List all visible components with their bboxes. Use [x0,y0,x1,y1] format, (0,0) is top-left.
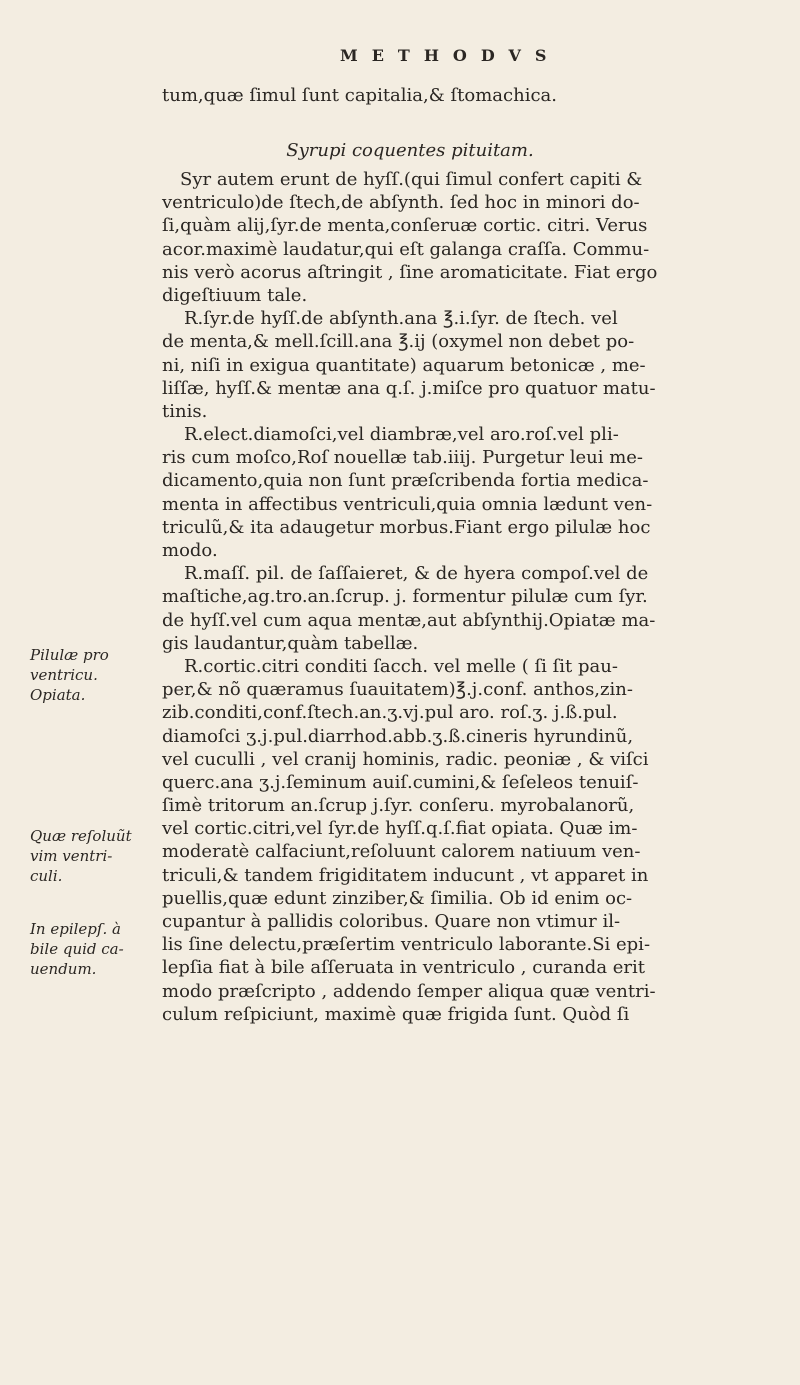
text-line: maſtiche,ag.tro.an.ſcrup. j. formentur pilulæ cum ſyr. [162,586,648,608]
text-line: moderatè calfaciunt,reſoluunt calorem natiuum ven- [162,841,641,863]
text-line: cupantur à pallidis coloribus. Quare non vtimur il- [162,911,621,932]
text-line: de menta,& mell.ſcill.ana ℥.ij (oxymel non debet po- [162,331,635,353]
text-line: culum reſpiciunt, maximè quæ frigida ſunt. Quòd ſi [162,1003,630,1025]
text-line: tum,quæ ſimul ſunt capitalia,& ſtomachica. [162,85,557,106]
margin-note-line: culi. [30,867,63,885]
text-line: de hyſſ.vel cum aqua mentæ,aut abſynthij.Opiatæ ma- [162,609,656,631]
text-line: nis verò acorus aſtringit , ſine aromaticitate. Fiat ergo [162,261,658,283]
body-text [162,168,702,1026]
margin-note-line: Opiata. [30,686,86,704]
text-line: per,& nõ quæramus ſuauitatem)℥.j.conf. anthos,zin- [162,679,633,701]
text-line: R.cortic.citri conditi ſacch. vel melle ( ſi ſit pau- [184,655,618,677]
text-line: vel cuculli , vel cranij hominis, radic. peoniæ , & viſci [162,748,649,770]
text-line: triculũ,& ita adaugetur morbus.Fiant ergo pilulæ hoc [162,516,651,538]
text-line: vel cortic.citri,vel ſyr.de hyſſ.q.ſ.fiat opiata. Quæ im- [162,818,638,840]
text-line: lis ſine delectu,præſertim ventriculo laborante.Si epi- [162,934,651,956]
text-line: ventriculo)de ſtech,de abſynth. ſed hoc in minori do- [162,192,640,214]
margin-note-resoluunt [30,826,150,886]
section-heading: Syrupi coquentes pituitam. [286,140,534,161]
text-line: R.ſyr.de hyſſ.de abſynth.ana ℥.i.ſyr. de ſtech. vel [184,308,618,330]
text-line: triculi,& tandem frigiditatem inducunt , vt apparet in [162,864,649,886]
margin-note-epilepsia [30,919,150,979]
text-line: gis laudantur,quàm tabellæ. [162,632,419,654]
text-line: digeſtiuum tale. [162,284,308,306]
text-line: menta in affectibus ventriculi,quia omnia lædunt ven- [162,493,653,515]
text-line: tinis. [162,400,208,422]
text-line: R.maſſ. pil. de ſaſſaieret, & de hyera compoſ.vel de [184,563,649,585]
text-line: diamoſci ʒ.j.pul.diarrhod.abb.ʒ.ß.cineris hyrundinũ, [162,725,634,747]
text-line: ſi,quàm alij,ſyr.de menta,conſeruæ cortic. citri. Verus [162,215,648,237]
text-line: liſſæ, hyſſ.& mentæ ana q.ſ. j.miſce pro quatuor matu- [162,377,656,399]
margin-note-line: Pilulæ pro [30,646,109,664]
margin-note-line: vim ventri- [30,847,113,865]
text-line: R.elect.diamoſci,vel diambræ,vel aro.roſ.vel pli- [184,424,619,446]
text-line: lepſia fiat à bile aſſeruata in ventriculo , curanda erit [162,957,646,979]
text-line: ſimè tritorum an.ſcrup j.ſyr. conſeru. myrobalanorũ, [162,795,635,817]
margin-note-line: Quæ reſoluũt [30,827,132,845]
margin-note-line: bile quid ca- [30,940,124,958]
text-line: zib.conditi,conf.ſtech.an.ʒ.vj.pul aro. roſ.ʒ. j.ß.pul. [162,702,618,724]
text-line: ris cum moſco,Roſ nouellæ tab.iiij. Purgetur leui me- [162,447,644,469]
margin-note-pilulae [30,645,150,705]
text-line: dicamento,quia non ſunt præſcribenda fortia medica- [162,470,649,492]
text-line: ni, niſi in exigua quantitate) aquarum betonicæ , me- [162,354,646,376]
running-head: METHODVS [340,46,561,65]
body-text-top [162,84,702,107]
text-line: acor.maximè laudatur,qui eſt galanga craſſa. Commu- [162,238,650,260]
margin-note-line: ventricu. [30,666,98,684]
margin-note-line: In epilepſ. à [30,920,121,938]
text-line: modo. [162,540,218,561]
text-line: modo præſcripto , addendo ſemper aliqua quæ ventri- [162,980,656,1002]
text-line: puellis,quæ edunt zinziber,& ſimilia. Ob id enim oc- [162,887,633,909]
text-line: Syr autem erunt de hyſſ.(qui ſimul confert capiti & [180,169,643,190]
margin-note-line: uendum. [30,960,97,978]
text-line: querc.ana ʒ.j.ſeminum auiſ.cumini,& ſeſeleos tenuiſ- [162,771,639,793]
